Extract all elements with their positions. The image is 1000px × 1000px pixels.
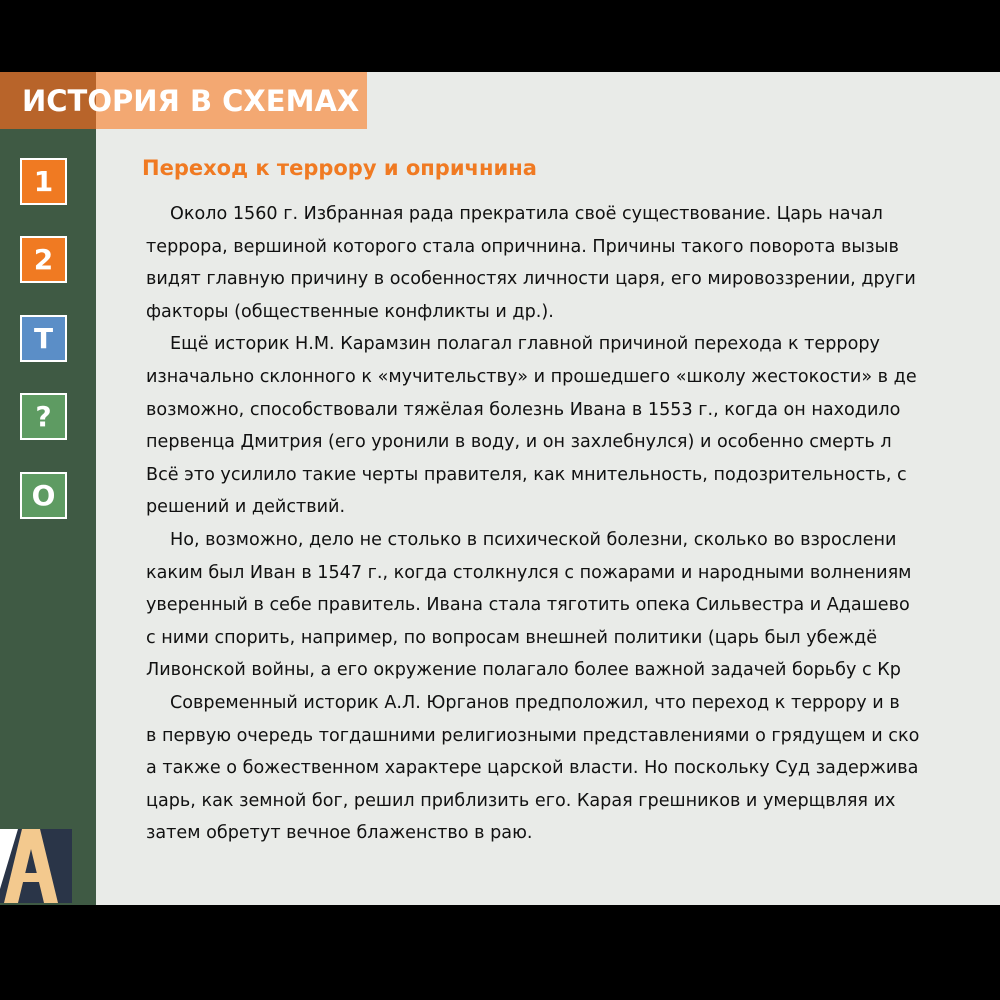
section-heading: Переход к террору и опричнина — [142, 156, 537, 180]
logo-a-icon — [0, 829, 72, 903]
article-body — [146, 198, 1000, 850]
text-line: Всё это усилило такие черты правителя, как мнительность, подозрительность, с — [146, 464, 907, 485]
text-line: в первую очередь тогдашними религиозными представлениями о грядущем и ско — [146, 725, 920, 746]
text-line: Ливонской войны, а его окружение полагало более важной задачей борьбу с Кр — [146, 660, 901, 681]
text-line: царь, как земной бог, решил приблизить его. Карая грешников и умерщвляя их — [146, 790, 896, 811]
page-title: ИСТОРИЯ В СХЕМАХ — [22, 83, 360, 118]
text-line: каким был Иван в 1547 г., когда столкнулся с пожарами и народными волнениям — [146, 562, 912, 583]
publisher-logo — [0, 829, 72, 903]
nav-button-terms[interactable]: Т — [20, 315, 67, 362]
text-line: факторы (общественные конфликты и др.). — [146, 301, 554, 322]
text-line: террора, вершиной которого стала опричнина. Причины такого поворота вызыв — [146, 236, 899, 257]
text-line: решений и действий. — [146, 497, 346, 518]
nav-button-2[interactable]: 2 — [20, 236, 67, 283]
text-line: Ещё историк Н.М. Карамзин полагал главной причиной перехода к террору — [170, 334, 880, 355]
header-title-bar — [0, 72, 367, 129]
text-line: Но, возможно, дело не столько в психической болезни, сколько во взрослени — [170, 529, 897, 550]
content-panel — [96, 72, 1000, 905]
slide-frame — [0, 72, 1000, 905]
text-line: Около 1560 г. Избранная рада прекратила своё существование. Царь начал — [170, 204, 883, 224]
nav-button-answers[interactable]: О — [20, 472, 67, 519]
text-line: первенца Дмитрия (его уронили в воду, и он захлебнулся) и особенно смерть л — [146, 432, 892, 453]
nav-button-1[interactable]: 1 — [20, 158, 67, 205]
nav-button-questions[interactable]: ? — [20, 393, 67, 440]
text-line: уверенный в себе правитель. Ивана стала тяготить опека Сильвестра и Адашево — [146, 595, 910, 616]
text-line: с ними спорить, например, по вопросам внешней политики (царь был убеждё — [146, 627, 878, 648]
text-line: изначально склонного к «мучительству» и прошедшего «школу жестокости» в де — [146, 366, 917, 387]
text-line: Современный историк А.Л. Юрганов предположил, что переход к террору и в — [170, 692, 900, 713]
text-line: а также о божественном характере царской власти. Но поскольку Суд задержива — [146, 758, 919, 779]
text-line: затем обретут вечное блаженство в раю. — [146, 823, 533, 844]
text-line: видят главную причину в особенностях личности царя, его мировоззрении, други — [146, 269, 916, 290]
text-line: возможно, способствовали тяжёлая болезнь Ивана в 1553 г., когда он находило — [146, 399, 901, 420]
